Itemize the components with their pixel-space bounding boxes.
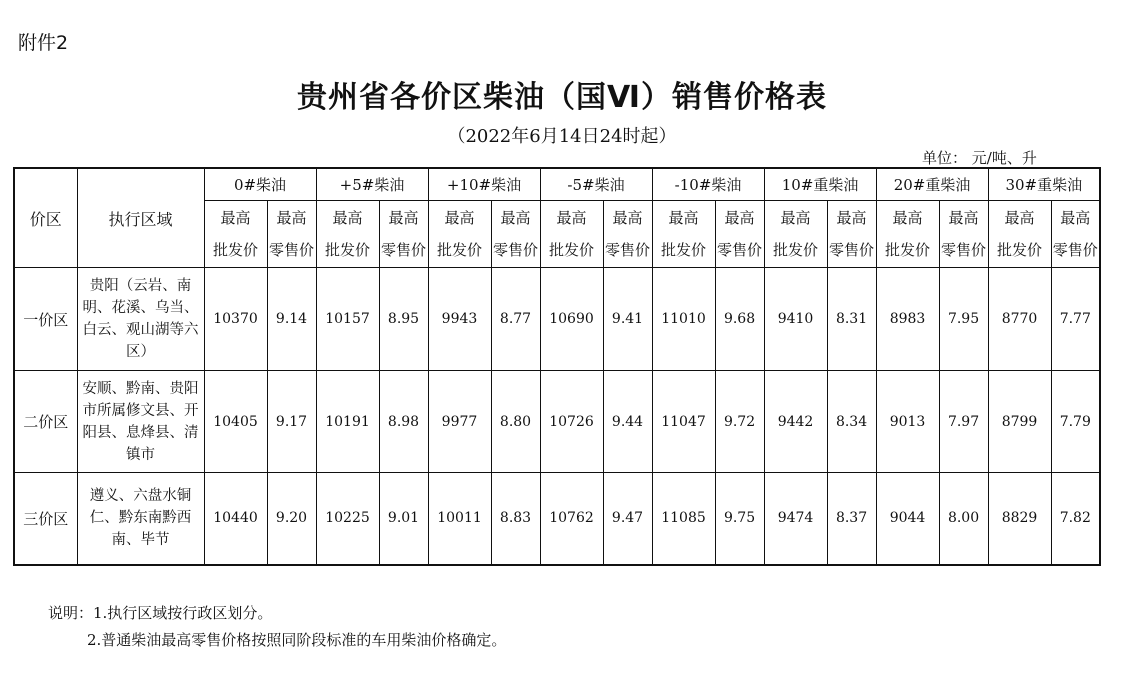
wholesale-price-cell: 10762 [540, 473, 603, 565]
retail-price-cell: 8.31 [827, 268, 876, 371]
area-cell: 贵阳（云岩、南明、花溪、乌当、白云、观山湖等六区） [77, 268, 204, 371]
max-retail-header-line2: 零售价 [380, 241, 426, 259]
retail-price-cell: 9.47 [603, 473, 652, 565]
wholesale-price-cell: 9044 [876, 473, 939, 565]
note-1: 说明：1.执行区域按行政区划分。 [48, 604, 273, 622]
wholesale-price-cell: 9410 [764, 268, 827, 371]
retail-price-cell: 7.77 [1051, 268, 1100, 371]
retail-price-cell: 8.80 [491, 371, 540, 473]
max-retail-header-line1: 最高 [1060, 209, 1091, 227]
max-retail-header [827, 201, 876, 268]
retail-price-cell: 7.95 [939, 268, 988, 371]
wholesale-price-cell: 10440 [204, 473, 267, 565]
max-retail-header-line1: 最高 [612, 209, 643, 227]
max-wholesale-header [988, 201, 1051, 268]
max-wholesale-header [876, 201, 939, 268]
price-table [13, 167, 1101, 566]
max-wholesale-header-line1: 最高 [668, 209, 699, 227]
retail-price-cell: 7.79 [1051, 371, 1100, 473]
page-title: 贵州省各价区柴油（国Ⅵ）销售价格表 [297, 80, 827, 115]
table-row [14, 473, 1100, 565]
retail-price-cell: 8.95 [379, 268, 428, 371]
max-wholesale-header [428, 201, 491, 268]
max-wholesale-header [540, 201, 603, 268]
wholesale-price-cell: 10405 [204, 371, 267, 473]
wholesale-price-cell: 9013 [876, 371, 939, 473]
max-wholesale-header-line1: 最高 [332, 209, 363, 227]
max-wholesale-header [316, 201, 379, 268]
fuel-header: 20#重柴油 [876, 168, 988, 201]
max-retail-header [1051, 201, 1100, 268]
max-retail-header-line1: 最高 [388, 209, 419, 227]
attachment-label: 附件2 [18, 32, 69, 54]
retail-price-cell: 8.98 [379, 371, 428, 473]
area-cell: 安顺、黔南、贵阳市所属修文县、开阳县、息烽县、清镇市 [77, 371, 204, 473]
max-wholesale-header-line1: 最高 [892, 209, 923, 227]
max-wholesale-header-line1: 最高 [780, 209, 811, 227]
wholesale-price-cell: 10726 [540, 371, 603, 473]
max-retail-header [491, 201, 540, 268]
retail-price-cell: 9.17 [267, 371, 316, 473]
wholesale-price-cell: 10370 [204, 268, 267, 371]
max-retail-header-line2: 零售价 [268, 241, 314, 259]
max-retail-header-line1: 最高 [500, 209, 531, 227]
retail-price-cell: 8.34 [827, 371, 876, 473]
wholesale-price-cell: 10191 [316, 371, 379, 473]
retail-price-cell: 9.68 [715, 268, 764, 371]
max-wholesale-header-line1: 最高 [444, 209, 475, 227]
max-retail-header [603, 201, 652, 268]
max-wholesale-header [652, 201, 715, 268]
max-retail-header-line1: 最高 [948, 209, 979, 227]
max-wholesale-header-line2: 批发价 [549, 241, 595, 259]
wholesale-price-cell: 10690 [540, 268, 603, 371]
wholesale-price-cell: 9943 [428, 268, 491, 371]
max-retail-header [379, 201, 428, 268]
max-wholesale-header-line1: 最高 [556, 209, 587, 227]
fuel-header: -10#柴油 [652, 168, 764, 201]
max-wholesale-header-line2: 批发价 [773, 241, 819, 259]
retail-price-cell: 9.20 [267, 473, 316, 565]
unit-label: 单位： 元/吨、升 [922, 149, 1037, 167]
wholesale-price-cell: 10157 [316, 268, 379, 371]
wholesale-price-cell: 11047 [652, 371, 715, 473]
max-retail-header-line2: 零售价 [605, 241, 651, 259]
effective-date: （2022年6月14日24时起） [447, 126, 677, 147]
max-retail-header [715, 201, 764, 268]
max-retail-header-line1: 最高 [836, 209, 867, 227]
wholesale-price-cell: 10225 [316, 473, 379, 565]
table-row [14, 268, 1100, 371]
wholesale-price-cell: 10011 [428, 473, 491, 565]
retail-price-cell: 9.14 [267, 268, 316, 371]
wholesale-price-cell: 8770 [988, 268, 1051, 371]
max-wholesale-header-line2: 批发价 [436, 241, 482, 259]
retail-price-cell: 8.83 [491, 473, 540, 565]
max-wholesale-header-line2: 批发价 [885, 241, 931, 259]
notes [48, 600, 506, 654]
table-row [14, 371, 1100, 473]
retail-price-cell: 7.82 [1051, 473, 1100, 565]
retail-price-cell: 8.77 [491, 268, 540, 371]
retail-price-cell: 9.72 [715, 371, 764, 473]
max-retail-header-line1: 最高 [724, 209, 755, 227]
retail-price-cell: 9.44 [603, 371, 652, 473]
max-retail-header-line1: 最高 [276, 209, 307, 227]
retail-price-cell: 7.97 [939, 371, 988, 473]
note-2: 2.普通柴油最高零售价格按照同阶段标准的车用柴油价格确定。 [87, 631, 507, 649]
wholesale-price-cell: 9442 [764, 371, 827, 473]
wholesale-price-cell: 11010 [652, 268, 715, 371]
fuel-header: +5#柴油 [316, 168, 428, 201]
max-wholesale-header [764, 201, 827, 268]
max-retail-header [939, 201, 988, 268]
zone-cell: 三价区 [14, 473, 77, 565]
max-retail-header-line2: 零售价 [829, 241, 875, 259]
zone-cell: 一价区 [14, 268, 77, 371]
fuel-header: +10#柴油 [428, 168, 540, 201]
max-retail-header-line2: 零售价 [1052, 241, 1098, 259]
max-retail-header-line2: 零售价 [493, 241, 539, 259]
area-cell: 遵义、六盘水铜仁、黔东南黔西南、毕节 [77, 473, 204, 565]
max-wholesale-header-line1: 最高 [220, 209, 251, 227]
retail-price-cell: 9.01 [379, 473, 428, 565]
wholesale-price-cell: 8983 [876, 268, 939, 371]
max-wholesale-header-line2: 批发价 [997, 241, 1043, 259]
max-retail-header-line2: 零售价 [941, 241, 987, 259]
retail-price-cell: 8.00 [939, 473, 988, 565]
wholesale-price-cell: 9977 [428, 371, 491, 473]
fuel-header: -5#柴油 [540, 168, 652, 201]
zone-header: 价区 [14, 168, 77, 268]
wholesale-price-cell: 8799 [988, 371, 1051, 473]
wholesale-price-cell: 11085 [652, 473, 715, 565]
wholesale-price-cell: 8829 [988, 473, 1051, 565]
fuel-header: 0#柴油 [204, 168, 316, 201]
max-wholesale-header [204, 201, 267, 268]
fuel-header: 30#重柴油 [988, 168, 1100, 201]
wholesale-price-cell: 9474 [764, 473, 827, 565]
area-header: 执行区域 [77, 168, 204, 268]
max-retail-header [267, 201, 316, 268]
retail-price-cell: 8.37 [827, 473, 876, 565]
fuel-header: 10#重柴油 [764, 168, 876, 201]
retail-price-cell: 9.75 [715, 473, 764, 565]
max-wholesale-header-line2: 批发价 [661, 241, 707, 259]
max-wholesale-header-line1: 最高 [1004, 209, 1035, 227]
retail-price-cell: 9.41 [603, 268, 652, 371]
max-wholesale-header-line2: 批发价 [324, 241, 370, 259]
zone-cell: 二价区 [14, 371, 77, 473]
max-retail-header-line2: 零售价 [717, 241, 763, 259]
max-wholesale-header-line2: 批发价 [212, 241, 258, 259]
